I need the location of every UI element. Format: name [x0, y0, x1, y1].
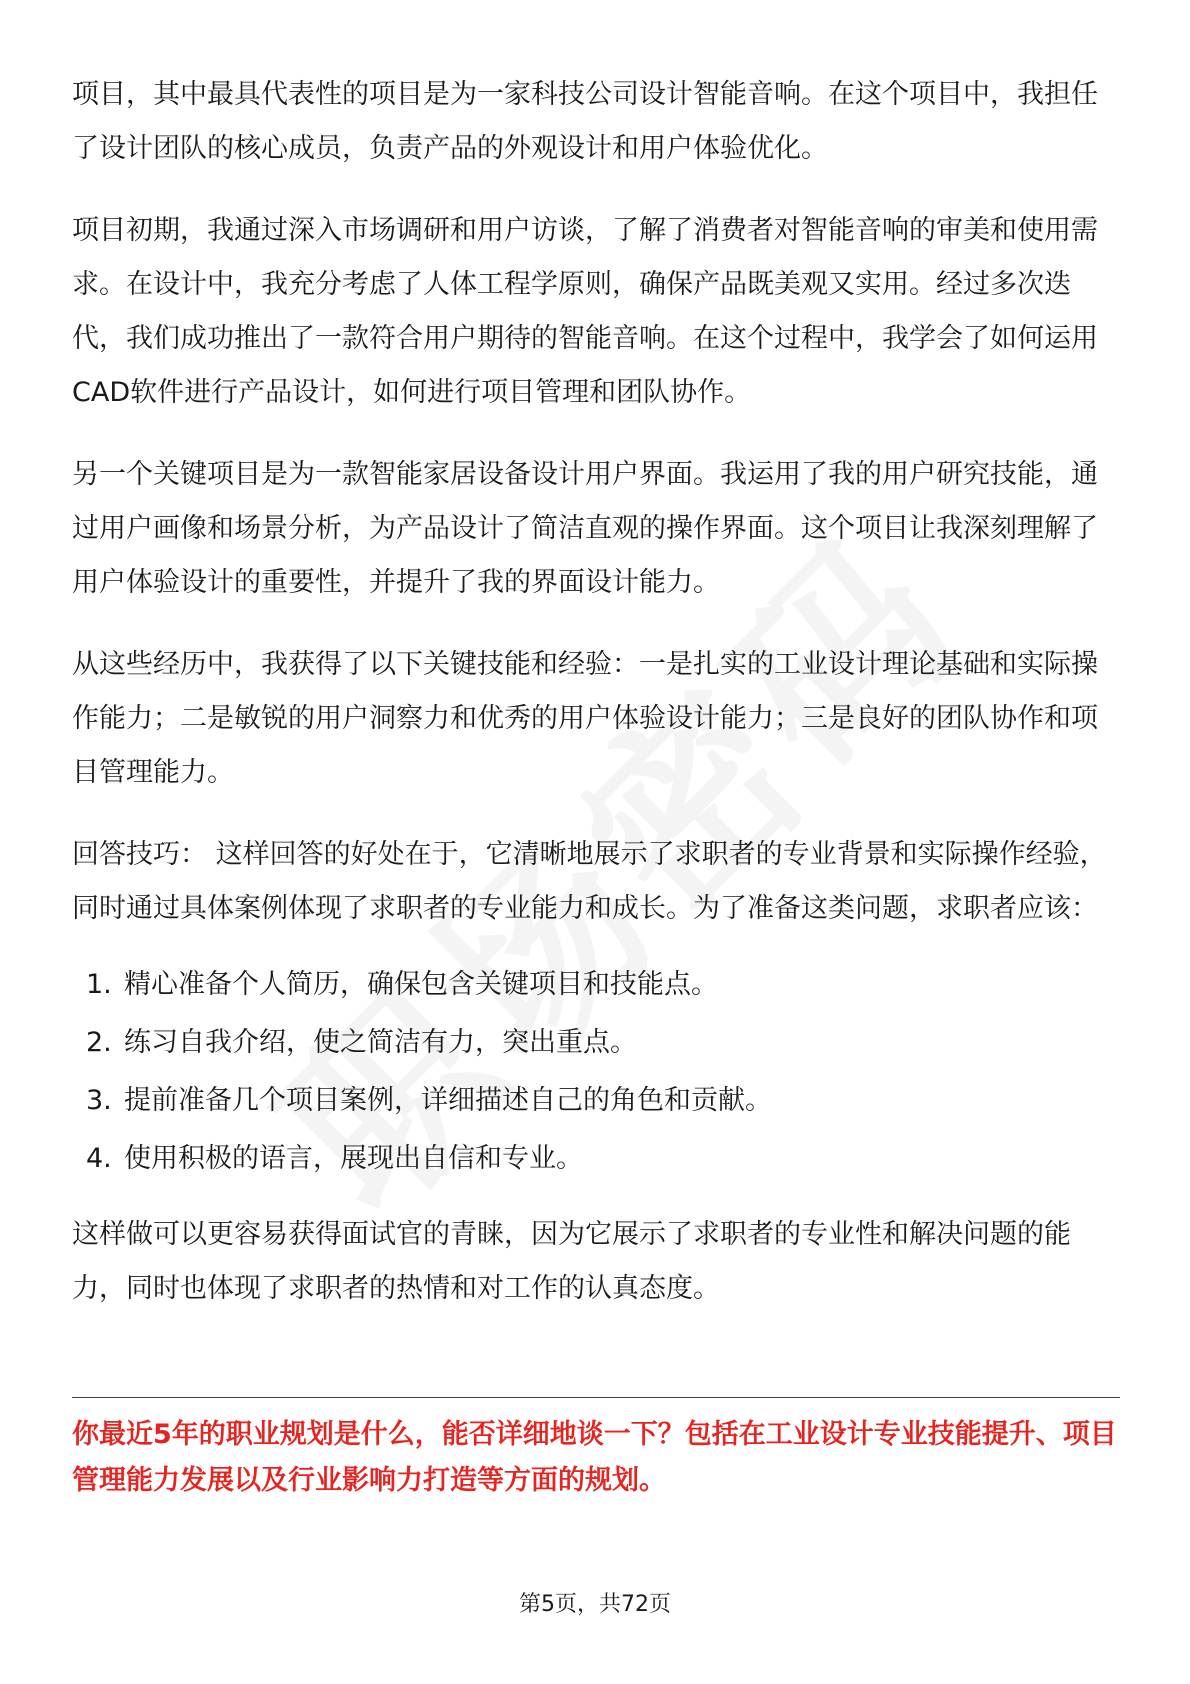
paragraph-project-process: 项目初期，我通过深入市场调研和用户访谈，了解了消费者对智能音响的审美和使用需求。在设计中，我充分考虑了人体工程学原则，确保产品既美观又实用。经过多次迭代，我们成功推出了一款符合用户期待的智能音响。在这个过程中，我学会了如何运用CAD软件进行产品设计，如何进行项目管理和团队协作。	[72, 215, 1098, 408]
list-item	[72, 1130, 1120, 1188]
list-item-text: 使用积极的语言，展现出自信和专业。	[124, 1143, 583, 1174]
section-divider	[72, 1397, 1120, 1398]
list-item-text: 精心准备个人简历，确保包含关键项目和技能点。	[124, 969, 718, 1000]
list-item-number: 4.	[86, 1143, 112, 1174]
list-item	[72, 956, 1120, 1014]
list-item-number: 1.	[86, 969, 112, 1000]
page-number: 第5页，共72页	[519, 1592, 671, 1617]
page-body	[72, 68, 1120, 1344]
paragraph-skills-summary: 从这些经历中，我获得了以下关键技能和经验：一是扎实的工业设计理论基础和实际操作能力；二是敏锐的用户洞察力和优秀的用户体验设计能力；三是良好的团队协作和项目管理能力。	[72, 649, 1098, 788]
list-item-text: 练习自我介绍，使之简洁有力，突出重点。	[124, 1027, 637, 1058]
list-item	[72, 1072, 1120, 1130]
paragraph-closing: 这样做可以更容易获得面试官的青睐，因为它展示了求职者的专业性和解决问题的能力，同时也体现了求职者的热情和对工作的认真态度。	[72, 1219, 1071, 1304]
paragraph-second-project: 另一个关键项目是为一款智能家居设备设计用户界面。我运用了我的用户研究技能，通过用户画像和场景分析，为产品设计了简洁直观的操作界面。这个项目让我深刻理解了用户体验设计的重要性，并提升了我的界面设计能力。	[72, 459, 1098, 598]
paragraph-project-intro: 项目，其中最具代表性的项目是为一家科技公司设计智能音响。在这个项目中，我担任了设计团队的核心成员，负责产品的外观设计和用户体验优化。	[72, 79, 1098, 164]
list-item	[72, 1014, 1120, 1072]
tips-list	[72, 956, 1120, 1188]
list-item-number: 3.	[86, 1085, 112, 1116]
paragraph-answer-tips: 回答技巧： 这样回答的好处在于，它清晰地展示了求职者的专业背景和实际操作经验，同时通过具体案例体现了求职者的专业能力和成长。为了准备这类问题，求职者应该：	[72, 839, 1107, 924]
next-question-heading: 你最近5年的职业规划是什么，能否详细地谈一下？包括在工业设计专业技能提升、项目管理能力发展以及行业影响力打造等方面的规划。	[72, 1419, 1117, 1496]
list-item-number: 2.	[86, 1027, 112, 1058]
list-item-text: 提前准备几个项目案例，详细描述自己的角色和贡献。	[124, 1085, 772, 1116]
